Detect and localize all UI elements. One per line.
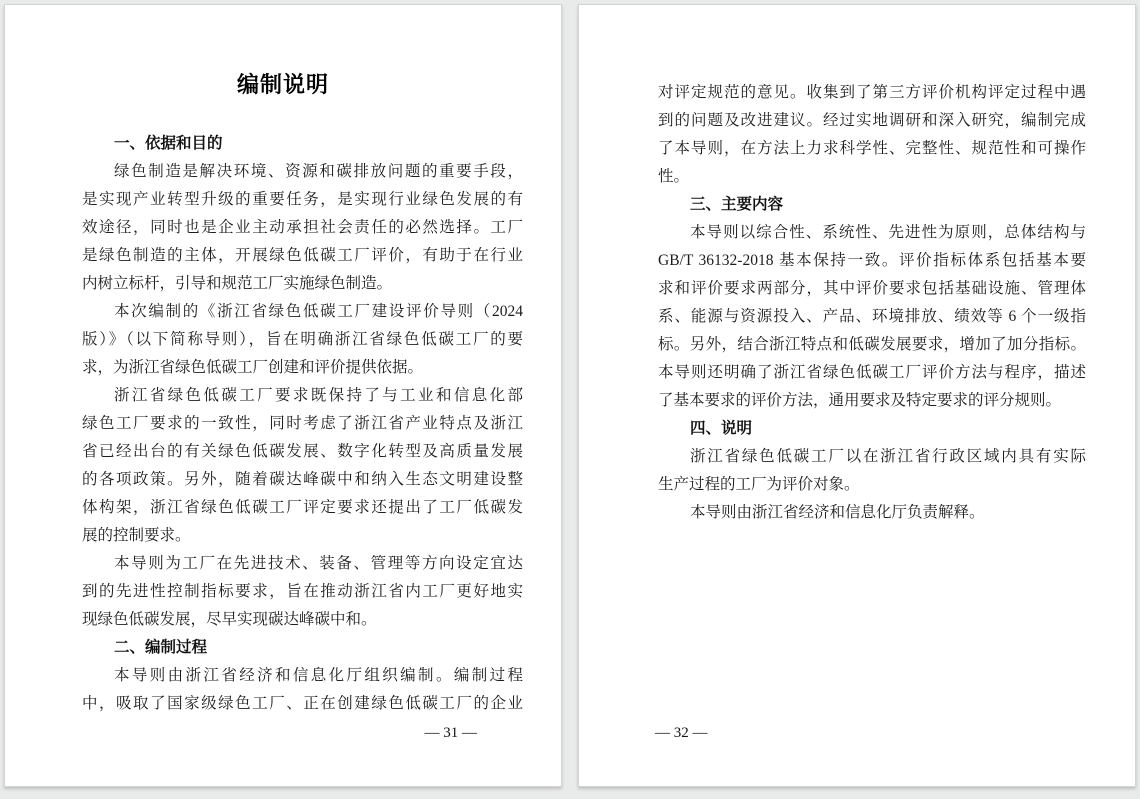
text-line: 本导则由浙江省经济和信息化厅组织编制。编制过程 — [114, 667, 523, 684]
text-line: 展的控制要求。 — [82, 527, 191, 544]
text-line: 是绿色制造的主体，开展绿色低碳工厂评价，有助于在行业 — [82, 247, 523, 264]
page-number: — 32 — — [655, 725, 708, 741]
text-line: 浙江省绿色低碳工厂要求既保持了与工业和信息化部 — [114, 387, 523, 404]
text-line: 浙江省绿色低碳工厂以在浙江省行政区域内具有实际 — [690, 448, 1086, 465]
text-line: 省已经出台的有关绿色低碳发展、数字化转型及高质量发展 — [82, 443, 523, 460]
text-line: GB/T 36132-2018 基本保持一致。评价指标体系包括基本要 — [658, 252, 1086, 269]
text-line: 对评定规范的意见。收集到了第三方评价机构评定过程中遇 — [658, 84, 1086, 101]
section-heading: 一、依据和目的 — [114, 135, 223, 152]
page-content — [658, 79, 1086, 527]
section-heading: 四、说明 — [690, 420, 753, 437]
text-line: 本导则由浙江省经济和信息化厅负责解释。 — [690, 504, 985, 521]
text-line: 了本导则，在方法上力求科学性、完整性、规范性和可操作 — [658, 140, 1086, 157]
page-content — [82, 130, 523, 718]
document-title: 编制说明 — [236, 72, 329, 97]
text-line: 的各项政策。另外，随着碳达峰碳中和纳入生态文明建设整 — [82, 471, 523, 488]
text-line: 是实现产业转型升级的重要任务，是实现行业绿色发展的有 — [82, 191, 523, 208]
text-line: 本导则还明确了浙江省绿色低碳工厂评价方法与程序，描述 — [658, 364, 1086, 381]
text-line: 到的问题及改进建议。经过实地调研和深入研究，编制完成 — [658, 112, 1086, 129]
text-line: 体构架，浙江省绿色低碳工厂评定要求还提出了工厂低碳发 — [82, 499, 523, 516]
text-line: 系、能源与资源投入、产品、环境排放、绩效等 6 个一级指 — [658, 308, 1086, 325]
text-line: 求和评价要求两部分，其中评价要求包括基础设施、管理体 — [658, 280, 1086, 297]
text-line: 现绿色低碳发展，尽早实现碳达峰碳中和。 — [82, 611, 377, 628]
text-line: 到的先进性控制指标要求，旨在推动浙江省内工厂更好地实 — [82, 583, 523, 600]
section-heading: 三、主要内容 — [690, 196, 784, 213]
text-line: 绿色工厂要求的一致性，同时考虑了浙江省产业特点及浙江 — [82, 415, 523, 432]
text-line: 标。另外，结合浙江特点和低碳发展要求，增加了加分指标。 — [658, 336, 1086, 353]
page-32 — [578, 4, 1136, 787]
page-number: — 31 — — [424, 725, 477, 741]
page-31 — [4, 4, 562, 787]
text-line: 中，吸取了国家级绿色工厂、正在创建绿色低碳工厂的企业 — [82, 695, 523, 712]
text-line: 绿色制造是解决环境、资源和碳排放问题的重要手段， — [114, 163, 523, 180]
text-line: 生产过程的工厂为评价对象。 — [658, 476, 860, 493]
text-line: 本导则以综合性、系统性、先进性为原则，总体结构与 — [690, 224, 1086, 241]
text-line: 本导则为工厂在先进技术、装备、管理等方向设定宜达 — [114, 555, 523, 572]
text-line: 版）》（以下简称导则），旨在明确浙江省绿色低碳工厂的要 — [82, 331, 523, 348]
section-heading: 二、编制过程 — [114, 639, 208, 656]
text-line: 性。 — [658, 168, 690, 185]
text-line: 了基本要求的评价方法，通用要求及特定要求的评分规则。 — [658, 392, 1062, 409]
text-line: 本次编制的《浙江省绿色低碳工厂建设评价导则（2024 — [114, 303, 523, 320]
text-line: 求，为浙江省绿色低碳工厂创建和评价提供依据。 — [82, 359, 424, 376]
text-line: 效途径，同时也是企业主动承担社会责任的必然选择。工厂 — [82, 219, 523, 236]
text-line: 内树立标杆，引导和规范工厂实施绿色制造。 — [82, 275, 393, 292]
